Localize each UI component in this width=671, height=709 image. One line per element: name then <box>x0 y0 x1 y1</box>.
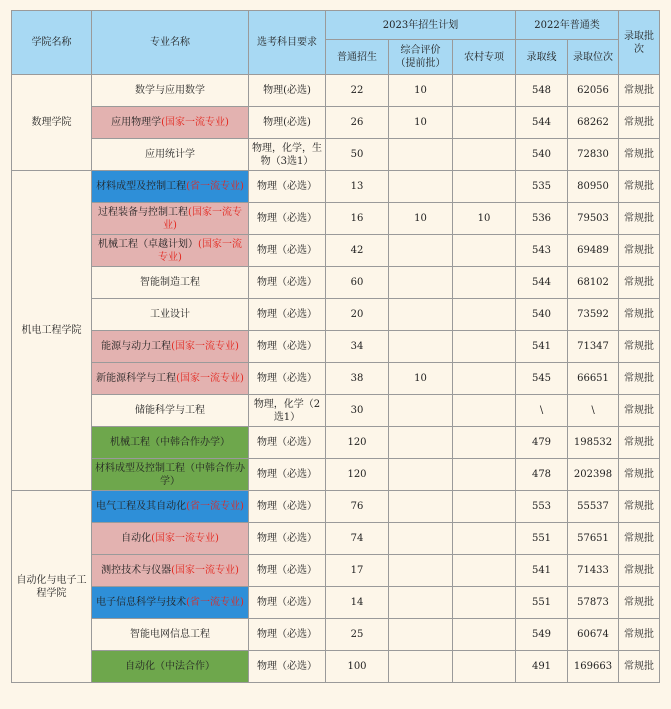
rank-cell: 62056 <box>568 75 619 107</box>
major-cell <box>92 139 249 171</box>
batch-cell: 常规批 <box>619 555 660 587</box>
rank-cell: 71433 <box>568 555 619 587</box>
score-line-cell: 535 <box>516 171 568 203</box>
major-name: 机械工程（中韩合作办学） <box>110 437 230 448</box>
header-plan-2023: 2023年招生计划 <box>326 11 516 40</box>
major-cell <box>92 427 249 459</box>
rural-plan-cell <box>453 459 516 491</box>
college-cell: 自动化与电子工程学院 <box>12 491 92 683</box>
major-cell <box>92 107 249 139</box>
comprehensive-plan-cell <box>389 523 453 555</box>
comprehensive-plan-cell <box>389 267 453 299</box>
major-cell <box>92 331 249 363</box>
normal-plan-cell: 22 <box>326 75 389 107</box>
batch-cell: 常规批 <box>619 171 660 203</box>
batch-cell: 常规批 <box>619 75 660 107</box>
major-name: 自动化 <box>121 533 152 544</box>
normal-plan-cell: 30 <box>326 395 389 427</box>
major-cell <box>92 651 249 683</box>
college-cell: 数理学院 <box>12 75 92 171</box>
rural-plan-cell <box>453 491 516 523</box>
score-line-cell: 479 <box>516 427 568 459</box>
score-line-cell: 540 <box>516 139 568 171</box>
normal-plan-cell: 60 <box>326 267 389 299</box>
header-plan-comprehensive: 综合评价（提前批） <box>389 40 453 75</box>
score-line-cell: 491 <box>516 651 568 683</box>
major-cell <box>92 267 249 299</box>
table-body <box>12 75 660 683</box>
comprehensive-plan-cell <box>389 139 453 171</box>
score-line-cell: 551 <box>516 523 568 555</box>
subjects-cell: 物理（必选） <box>249 235 326 267</box>
comprehensive-plan-cell: 10 <box>389 363 453 395</box>
comprehensive-plan-cell <box>389 427 453 459</box>
batch-cell: 常规批 <box>619 363 660 395</box>
header-major: 专业名称 <box>92 11 249 75</box>
batch-cell: 常规批 <box>619 523 660 555</box>
table-row <box>12 523 660 555</box>
rank-cell: 55537 <box>568 491 619 523</box>
table-row <box>12 139 660 171</box>
subjects-cell: 物理(必选) <box>249 75 326 107</box>
major-cell <box>92 619 249 651</box>
major-cell <box>92 363 249 395</box>
batch-cell: 常规批 <box>619 395 660 427</box>
comprehensive-plan-cell <box>389 171 453 203</box>
normal-plan-cell: 38 <box>326 363 389 395</box>
normal-plan-cell: 20 <box>326 299 389 331</box>
normal-plan-cell: 17 <box>326 555 389 587</box>
subjects-cell: 物理（必选） <box>249 267 326 299</box>
major-name: 智能电网信息工程 <box>130 629 210 640</box>
major-name: 应用物理学 <box>111 117 162 128</box>
batch-cell: 常规批 <box>619 235 660 267</box>
rural-plan-cell <box>453 235 516 267</box>
major-cell <box>92 203 249 235</box>
score-line-cell: 543 <box>516 235 568 267</box>
major-honor-tag: (国家一流专业) <box>171 565 239 576</box>
major-name: 材料成型及控制工程（中韩合作办学） <box>95 462 245 487</box>
rank-cell: 69489 <box>568 235 619 267</box>
header-normal-2022: 2022年普通类 <box>516 11 619 40</box>
rank-cell: 57651 <box>568 523 619 555</box>
comprehensive-plan-cell: 10 <box>389 203 453 235</box>
score-line-cell: 553 <box>516 491 568 523</box>
major-honor-tag: (国家一流专业) <box>163 206 242 231</box>
subjects-cell: 物理（必选） <box>249 171 326 203</box>
batch-cell: 常规批 <box>619 587 660 619</box>
header-subjects: 选考科目要求 <box>249 11 326 75</box>
comprehensive-plan-cell <box>389 331 453 363</box>
subjects-cell: 物理(必选) <box>249 107 326 139</box>
rank-cell: 57873 <box>568 587 619 619</box>
comprehensive-plan-cell: 10 <box>389 75 453 107</box>
normal-plan-cell: 25 <box>326 619 389 651</box>
table-row <box>12 299 660 331</box>
rural-plan-cell <box>453 363 516 395</box>
rank-cell: 68102 <box>568 267 619 299</box>
normal-plan-cell: 76 <box>326 491 389 523</box>
major-name: 新能源科学与工程 <box>96 373 177 384</box>
rank-cell: 79503 <box>568 203 619 235</box>
comprehensive-plan-cell <box>389 555 453 587</box>
table-row <box>12 491 660 523</box>
subjects-cell: 物理，化学（2选1） <box>249 395 326 427</box>
rural-plan-cell <box>453 267 516 299</box>
table-row <box>12 555 660 587</box>
comprehensive-plan-cell <box>389 651 453 683</box>
major-honor-tag: (省一流专业) <box>186 501 244 512</box>
rank-cell: 198532 <box>568 427 619 459</box>
batch-cell: 常规批 <box>619 427 660 459</box>
admissions-table <box>11 10 660 683</box>
table-row <box>12 107 660 139</box>
subjects-cell: 物理（必选） <box>249 587 326 619</box>
subjects-cell: 物理（必选） <box>249 331 326 363</box>
header-college: 学院名称 <box>12 11 92 75</box>
normal-plan-cell: 74 <box>326 523 389 555</box>
major-honor-tag: (省一流专业) <box>186 597 244 608</box>
table-row <box>12 203 660 235</box>
major-honor-tag: (国家一流专业) <box>176 373 244 384</box>
score-line-cell: 541 <box>516 331 568 363</box>
score-line-cell: \ <box>516 395 568 427</box>
subjects-cell: 物理（必选） <box>249 203 326 235</box>
major-honor-tag: (国家一流专业) <box>158 238 242 263</box>
score-line-cell: 548 <box>516 75 568 107</box>
major-honor-tag: (国家一流专业) <box>161 117 229 128</box>
score-line-cell: 540 <box>516 299 568 331</box>
comprehensive-plan-cell <box>389 619 453 651</box>
table-row <box>12 267 660 299</box>
rural-plan-cell <box>453 587 516 619</box>
score-line-cell: 478 <box>516 459 568 491</box>
rural-plan-cell <box>453 523 516 555</box>
normal-plan-cell: 14 <box>326 587 389 619</box>
header-plan-normal: 普通招生 <box>326 40 389 75</box>
major-name: 电气工程及其自动化 <box>96 501 187 512</box>
table-row <box>12 235 660 267</box>
batch-cell: 常规批 <box>619 299 660 331</box>
rank-cell: \ <box>568 395 619 427</box>
normal-plan-cell: 34 <box>326 331 389 363</box>
rural-plan-cell <box>453 427 516 459</box>
comprehensive-plan-cell <box>389 395 453 427</box>
major-honor-tag: (国家一流专业) <box>171 341 239 352</box>
header-score-line: 录取线 <box>516 40 568 75</box>
major-name: 数学与应用数学 <box>135 85 205 96</box>
major-cell <box>92 299 249 331</box>
major-cell <box>92 587 249 619</box>
normal-plan-cell: 13 <box>326 171 389 203</box>
subjects-cell: 物理，化学，生物（3选1） <box>249 139 326 171</box>
score-line-cell: 544 <box>516 267 568 299</box>
major-name: 智能制造工程 <box>140 277 200 288</box>
table-row <box>12 587 660 619</box>
normal-plan-cell: 50 <box>326 139 389 171</box>
comprehensive-plan-cell <box>389 491 453 523</box>
admissions-table-container <box>11 10 660 683</box>
normal-plan-cell: 100 <box>326 651 389 683</box>
batch-cell: 常规批 <box>619 107 660 139</box>
major-honor-tag: (国家一流专业) <box>151 533 219 544</box>
table-row <box>12 75 660 107</box>
rural-plan-cell <box>453 331 516 363</box>
major-name: 过程装备与控制工程 <box>98 206 189 218</box>
major-name: 应用统计学 <box>145 149 195 160</box>
rank-cell: 71347 <box>568 331 619 363</box>
rural-plan-cell <box>453 107 516 139</box>
major-name: 电子信息科学与技术 <box>96 597 187 608</box>
table-row <box>12 651 660 683</box>
batch-cell: 常规批 <box>619 651 660 683</box>
table-row <box>12 171 660 203</box>
rural-plan-cell: 10 <box>453 203 516 235</box>
table-row <box>12 619 660 651</box>
major-cell <box>92 555 249 587</box>
college-cell: 机电工程学院 <box>12 171 92 491</box>
batch-cell: 常规批 <box>619 491 660 523</box>
major-cell <box>92 459 249 491</box>
major-name: 储能科学与工程 <box>135 405 205 416</box>
score-line-cell: 544 <box>516 107 568 139</box>
batch-cell: 常规批 <box>619 203 660 235</box>
batch-cell: 常规批 <box>619 267 660 299</box>
subjects-cell: 物理（必选） <box>249 619 326 651</box>
major-name: 能源与动力工程 <box>101 341 172 352</box>
major-cell <box>92 171 249 203</box>
rank-cell: 202398 <box>568 459 619 491</box>
rural-plan-cell <box>453 139 516 171</box>
comprehensive-plan-cell <box>389 459 453 491</box>
subjects-cell: 物理（必选） <box>249 459 326 491</box>
subjects-cell: 物理（必选） <box>249 651 326 683</box>
rural-plan-cell <box>453 651 516 683</box>
batch-cell: 常规批 <box>619 331 660 363</box>
major-cell <box>92 75 249 107</box>
subjects-cell: 物理（必选） <box>249 491 326 523</box>
rural-plan-cell <box>453 619 516 651</box>
score-line-cell: 541 <box>516 555 568 587</box>
major-cell <box>92 523 249 555</box>
subjects-cell: 物理（必选） <box>249 555 326 587</box>
rural-plan-cell <box>453 555 516 587</box>
comprehensive-plan-cell <box>389 299 453 331</box>
rank-cell: 66651 <box>568 363 619 395</box>
comprehensive-plan-cell <box>389 587 453 619</box>
score-line-cell: 549 <box>516 619 568 651</box>
rural-plan-cell <box>453 299 516 331</box>
normal-plan-cell: 42 <box>326 235 389 267</box>
header-plan-rural: 农村专项 <box>453 40 516 75</box>
score-line-cell: 545 <box>516 363 568 395</box>
rank-cell: 68262 <box>568 107 619 139</box>
table-row <box>12 363 660 395</box>
major-name: 工业设计 <box>150 309 190 320</box>
major-name: 机械工程（卓越计划） <box>98 238 199 250</box>
rural-plan-cell <box>453 395 516 427</box>
major-cell <box>92 235 249 267</box>
major-name: 材料成型及控制工程 <box>96 181 187 192</box>
table-row <box>12 459 660 491</box>
rank-cell: 169663 <box>568 651 619 683</box>
subjects-cell: 物理（必选） <box>249 363 326 395</box>
table-row <box>12 427 660 459</box>
normal-plan-cell: 120 <box>326 427 389 459</box>
header-batch: 录取批次 <box>619 11 660 75</box>
major-name: 自动化（中法合作） <box>125 661 215 672</box>
subjects-cell: 物理（必选） <box>249 523 326 555</box>
rank-cell: 60674 <box>568 619 619 651</box>
major-name: 测控技术与仪器 <box>101 565 172 576</box>
major-honor-tag: (省一流专业) <box>186 181 244 192</box>
normal-plan-cell: 16 <box>326 203 389 235</box>
comprehensive-plan-cell: 10 <box>389 107 453 139</box>
rank-cell: 80950 <box>568 171 619 203</box>
normal-plan-cell: 26 <box>326 107 389 139</box>
score-line-cell: 551 <box>516 587 568 619</box>
rank-cell: 73592 <box>568 299 619 331</box>
subjects-cell: 物理（必选） <box>249 427 326 459</box>
header-rank: 录取位次 <box>568 40 619 75</box>
major-cell <box>92 395 249 427</box>
rural-plan-cell <box>453 171 516 203</box>
table-row <box>12 395 660 427</box>
major-cell <box>92 491 249 523</box>
batch-cell: 常规批 <box>619 139 660 171</box>
table-row <box>12 331 660 363</box>
batch-cell: 常规批 <box>619 459 660 491</box>
rank-cell: 72830 <box>568 139 619 171</box>
batch-cell: 常规批 <box>619 619 660 651</box>
comprehensive-plan-cell <box>389 235 453 267</box>
normal-plan-cell: 120 <box>326 459 389 491</box>
score-line-cell: 536 <box>516 203 568 235</box>
subjects-cell: 物理（必选） <box>249 299 326 331</box>
rural-plan-cell <box>453 75 516 107</box>
